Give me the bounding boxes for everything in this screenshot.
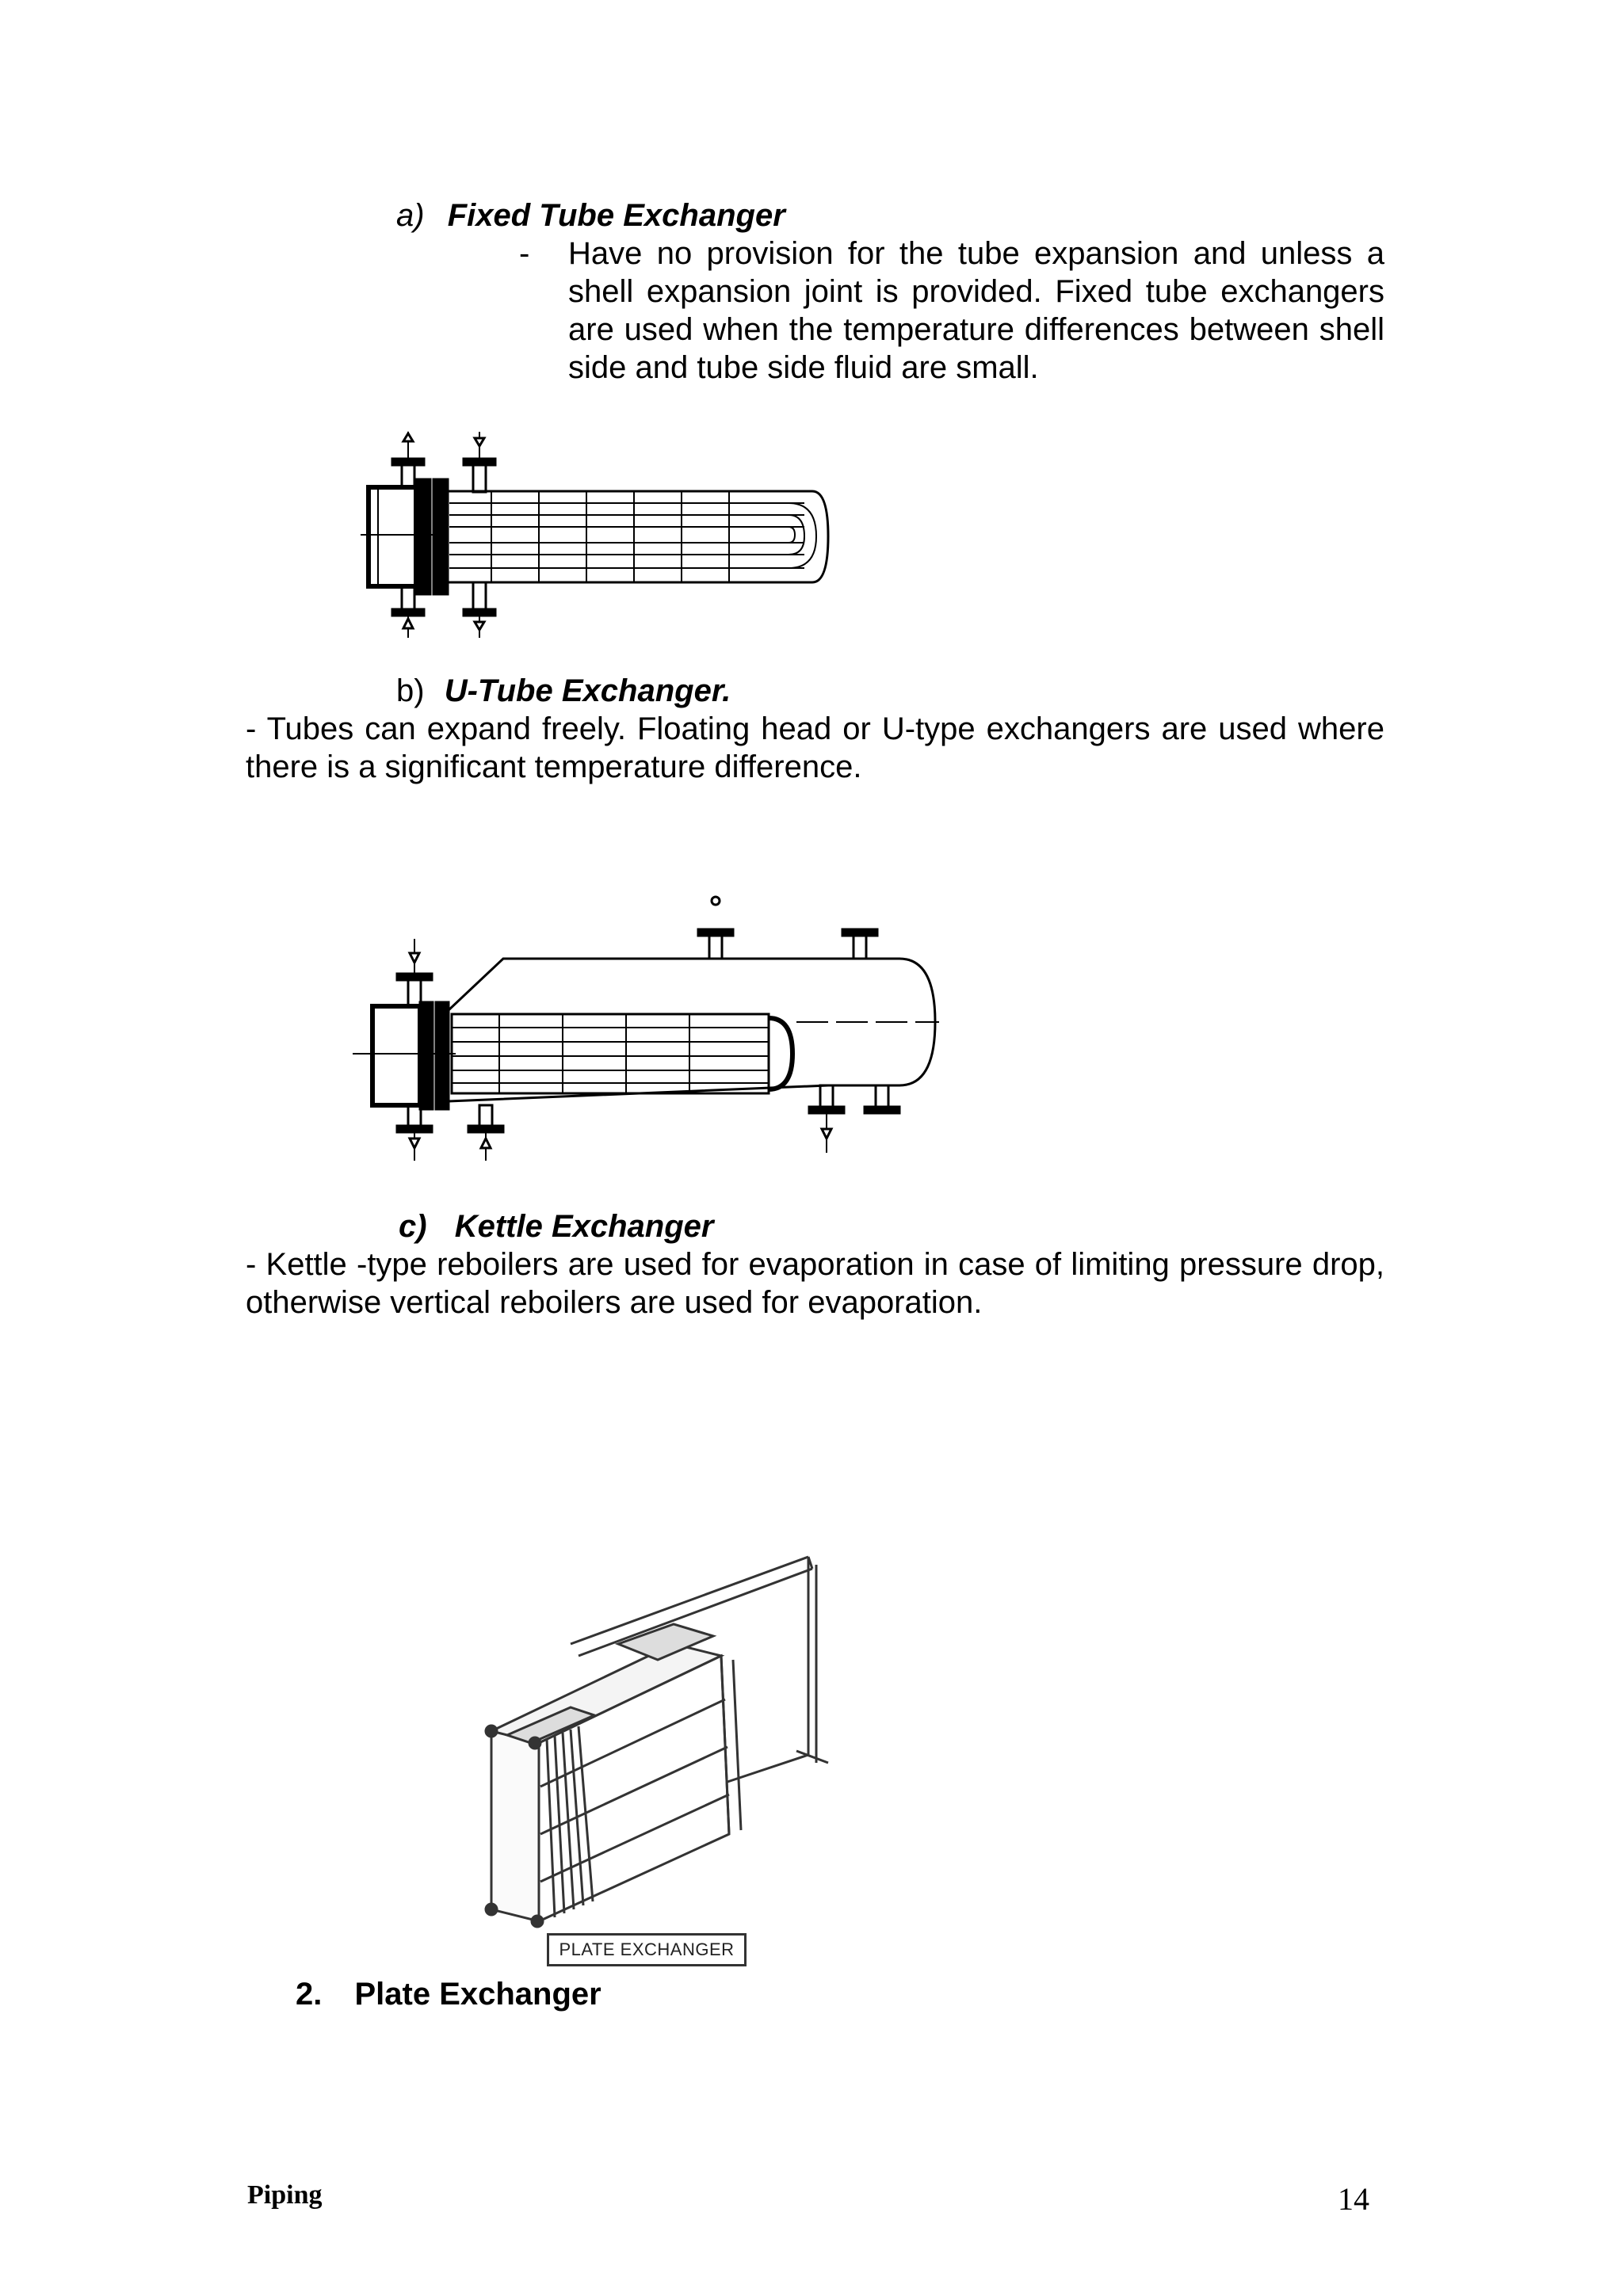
section-b-text: - Tubes can expand freely. Floating head or U-type exchangers are used where there is a significant temperature difference. [246,711,1384,784]
section-a-heading [396,196,785,235]
section-b-title: U-Tube Exchanger. [444,673,731,708]
section-a-text: Have no provision for the tube expansion and unless a shell expansion joint is provided. Fixed tube exchangers are used when the temperature differences between shell side and tube side fluid are small. [568,236,1384,385]
page-number: 14 [1338,2181,1369,2217]
plate-exchanger-diagram [475,1549,832,1929]
section-c-text: - Kettle -type reboilers are used for evaporation in case of limiting pressure drop, otherwise vertical reboilers are used for evaporation. [246,1247,1384,1320]
section-2-title: Plate Exchanger [354,1977,601,2012]
section-2-number: 2. [296,1977,323,2012]
section-b-heading [396,672,731,710]
section-2-heading [296,1975,601,2013]
section-a-title: Fixed Tube Exchanger [447,198,785,233]
kettle-exchanger-diagram [353,891,947,1161]
section-b-marker: b) [396,673,425,708]
plate-exchanger-label: PLATE EXCHANGER [547,1933,747,1966]
section-c-title: Kettle Exchanger [454,1209,714,1244]
section-a-bullet: - [519,236,530,271]
section-a-marker: a) [396,198,425,233]
footer-left-text: Piping [247,2180,323,2210]
u-tube-exchanger-diagram [361,432,836,638]
section-c-heading [399,1207,713,1245]
section-c-marker: c) [399,1209,427,1244]
